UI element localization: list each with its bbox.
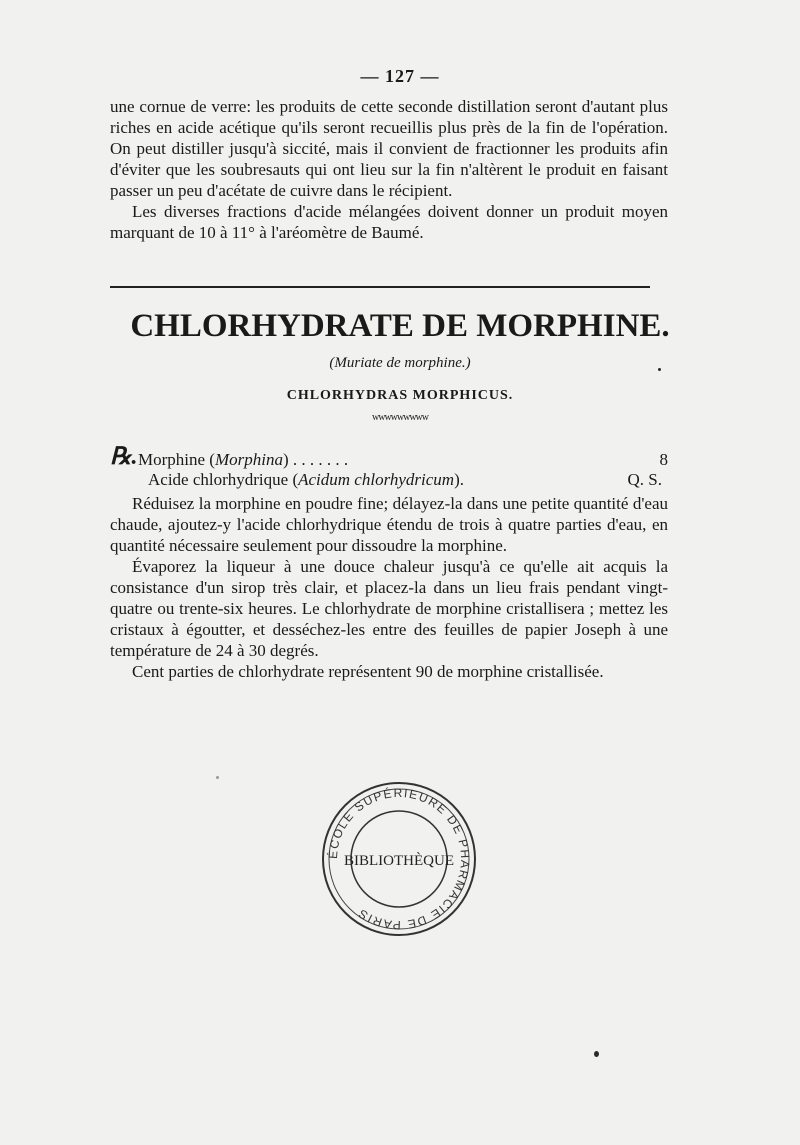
ingredient-name: Acide chlorhydrique (Acidum chlorhydricum). — [148, 470, 465, 489]
instruction-paragraph-3: Cent parties de chlorhydrate représentent 90 de morphine cristallisée. — [132, 662, 604, 681]
instruction-paragraph-1: Réduisez la morphine en poudre fine; délayez-la dans une petite quantité d'eau chaude, ajoutez-y l'acide chlorhydrique étendu de trois à quatre parties d'eau, en quantité nécessaire seulement pour dissoudre la morphine. — [110, 494, 668, 555]
section-title: CHLORHYDRATE DE MORPHINE. — [130, 308, 670, 344]
ingredient-quantity: 8 — [659, 450, 668, 469]
library-stamp — [318, 778, 480, 940]
ornament-divider: ᴡᴡᴡᴡᴡᴡᴡᴡᴡ — [372, 412, 428, 423]
ingredient-quantity: Q. S. — [627, 470, 662, 489]
ingredient-name: Morphine (Morphina) . . . . . . . — [138, 450, 349, 469]
page-number: — 127 — — [360, 66, 440, 86]
stamp-ring-text: ÉCOLE SUPÉRIEURE DE PHARMACIE DE PARIS — [325, 785, 473, 933]
intro-paragraph-1: une cornue de verre: les produits de cette seconde distillation seront d'autant plus riches en acide acétique qu'ils seront recueillis plus près de la fin de l'opération. On peut distiller jusqu'à siccité, mais il convient de fractionner les produits afin d'éviter que les soubresauts qui ont lieu sur la fin n'altèrent le produit en faisant passer un peu d'acétate de cuivre dans le récipient. — [110, 97, 668, 200]
intro-text — [110, 96, 668, 243]
recipe-symbol: ℞. — [110, 444, 138, 470]
instructions-text — [110, 493, 668, 682]
stamp-center-text: BIBLIOTHÈQUE — [344, 853, 454, 869]
paper-speck — [658, 368, 661, 371]
intro-paragraph-2: Les diverses fractions d'acide mélangées doivent donner un produit moyen marquant de 10 à 11° à l'aréomètre de Baumé. — [110, 202, 668, 242]
section-subtitle: (Muriate de morphine.) — [329, 355, 471, 371]
paper-speck — [594, 1051, 599, 1057]
paper-speck — [216, 776, 219, 779]
section-divider — [110, 286, 650, 288]
latin-name: CHLORHYDRAS MORPHICUS. — [286, 388, 514, 403]
instruction-paragraph-2: Évaporez la liqueur à une douce chaleur jusqu'à ce qu'elle ait acquis la consistance d'un sirop très clair, et placez-la dans un lieu frais pendant vingt-quatre ou trente-six heures. Le chlorhydrate de morphine cristallisera ; mettez les cristaux à égoutter, et desséchez-les entre des feuilles de papier Joseph à une température de 24 à 30 degrés. — [110, 557, 668, 660]
